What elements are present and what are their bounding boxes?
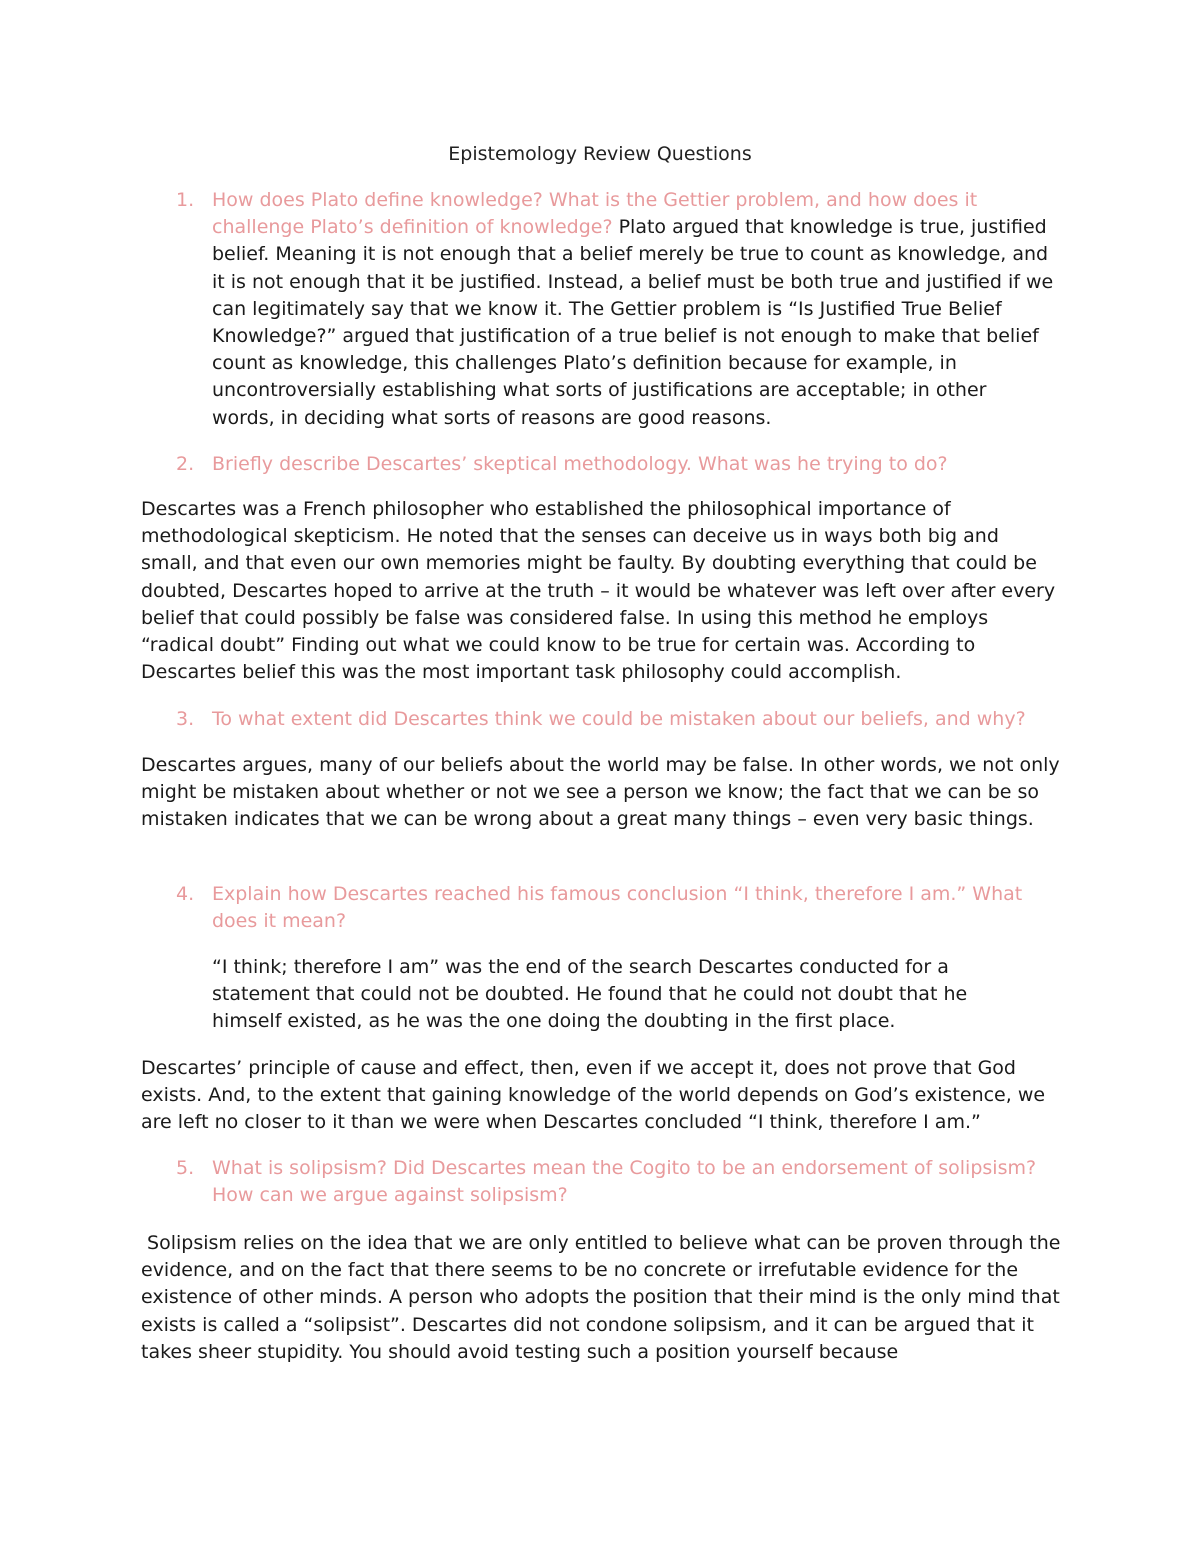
question-4-item: [176, 881, 1056, 937]
question-3-number: 3.: [176, 708, 195, 730]
question-1-text: How does Plato define knowledge? What is the Gettier problem, and how does it challenge Plato’s definition of knowledge?: [212, 189, 978, 239]
answer-2-paragraph: Descartes was a French philosopher who established the philosophical importance of methodological skepticism. He noted that the senses can deceive us in ways both big and small, and that even our own memories might be faulty. By doubting everything that could be doubted, Descartes hoped to arrive at the truth – it would be whatever was left over after every belief that could possibly be false was considered false. In using this method he employs “radical doubt” Finding out what we could know to be true for certain was. According to Descartes belief this was the most important task philosophy could accomplish.: [141, 498, 1056, 684]
question-3-body: [212, 706, 1054, 733]
question-5-body: [212, 1155, 1054, 1209]
question-3-item: [176, 706, 1056, 734]
question-1-body: [212, 187, 1054, 432]
answer-4-followup-paragraph: Descartes’ principle of cause and effect, then, even if we accept it, does not prove that God exists. And, to the extent that gaining knowledge of the world depends on God’s existence, we are left no closer to it than we were when Descartes concluded “I think, therefore I am.”: [141, 1057, 1046, 1134]
question-2-item: [176, 451, 1056, 479]
question-3-text: To what extent did Descartes think we could be mistaken about our beliefs, and why?: [212, 708, 1026, 730]
answer-3-paragraph: Descartes argues, many of our beliefs about the world may be false. In other words, we not only might be mistaken about whether or not we see a person we know; the fact that we can be so mistaken indicates that we can be wrong about a great many things – even very basic things.: [141, 754, 1060, 831]
answer-1-text: Plato argued that knowledge is true, justified belief. Meaning it is not enough that a belief merely be true to count as knowledge, and it is not enough that it be justified. Instead, a belief must be both true and justified if we can legitimately say that we know it. The Gettier problem is “Is Justified True Belief Knowledge?” argued that justification of a true belief is not enough to make that belief count as knowledge, this challenges Plato’s definition because for example, in uncontroversially establishing what sorts of justifications are acceptable; in other words, in deciding what sorts of reasons are good reasons.: [212, 216, 1054, 429]
question-4-number: 4.: [176, 883, 195, 905]
answer-5-paragraph: Solipsism relies on the idea that we are only entitled to believe what can be proven through the evidence, and on the fact that there seems to be no concrete or irrefutable evidence for the existence of other minds. A person who adopts the position that their mind is the only mind that exists is called a “solipsist”. Descartes did not condone solipsism, and it can be argued that it takes sheer stupidity. You should avoid testing such a position yourself because: [141, 1232, 1067, 1363]
question-4-text: Explain how Descartes reached his famous conclusion “I think, therefore I am.” What does it mean?: [212, 883, 1023, 933]
question-5-number: 5.: [176, 1157, 195, 1179]
question-2-text: Briefly describe Descartes’ skeptical methodology. What was he trying to do?: [212, 453, 948, 475]
answer-4-indented-paragraph: “I think; therefore I am” was the end of the search Descartes conducted for a statement that could not be doubted. He found that he could not doubt that he himself existed, as he was the one doing the doubting in the first place.: [212, 956, 968, 1033]
question-2-number: 2.: [176, 453, 195, 475]
question-5-item: [176, 1155, 1056, 1211]
question-4-body: [212, 881, 1054, 935]
document-title: Epistemology Review Questions: [448, 143, 752, 165]
question-2-body: [212, 451, 1054, 478]
question-1-item: [176, 187, 1056, 432]
question-1-number: 1.: [176, 189, 195, 211]
question-5-text: What is solipsism? Did Descartes mean the Cogito to be an endorsement of solipsism? How can we argue against solipsism?: [212, 1157, 1037, 1207]
